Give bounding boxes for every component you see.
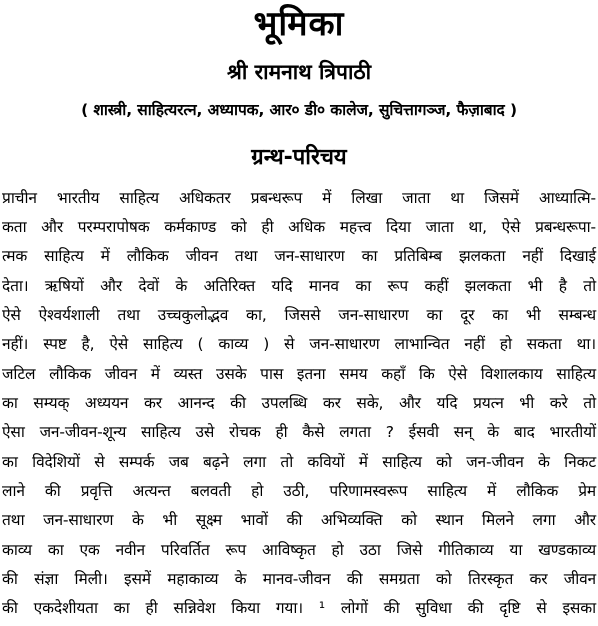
body-line: की संज्ञा मिली। इसमें महाकाव्य के मानव-जीवन की समग्रता को तिरस्कृत कर जीवन [2,570,596,588]
section-heading: ग्रन्थ-परिचय [251,145,347,170]
body-line: प्राचीन भारतीय साहित्य अधिकतर प्रबन्धरूप में लिखा जाता था जिसमें आध्यात्मि- [2,189,596,207]
page-title: भूमिका [253,4,345,44]
body-line: का सम्यक् अध्ययन कर आनन्द की उपलब्धि कर सके, और यदि प्रयत्न भी करे तो [2,394,596,412]
body-line: काव्य का एक नवीन परिवर्तित रूप आविष्कृत हो उठा जिसे गीतिकाव्य या खण्डकाव्य [2,541,596,559]
body-line: कता और परम्परापोषक कर्मकाण्ड को ही अधिक महत्त्व दिया जाता था, ऐसे प्रबन्धरूपा- [2,218,596,236]
author-name: श्री रामनाथ त्रिपाठी [226,60,372,84]
body-line: त्मक साहित्य में लौकिक जीवन तथा जन-साधारण का प्रतिबिम्ब झलकता नहीं दिखाई [2,247,596,265]
body-line: ऐसा जन-जीवन-शून्य साहित्य उसे रोचक ही कैसे लगता ? ईसवी सन् के बाद भारतीयों [2,423,596,441]
body-line: तथा जन-साधारण के भी सूक्ष्म भावों की अभिव्यक्ति को स्थान मिलने लगा और [2,511,596,529]
body-line: ऐसे ऐश्वर्यशाली तथा उच्चकुलोद्भव का, जिससे जन-साधारण का दूर का भी सम्बन्ध [2,306,596,324]
body-line: का विदेशियों से सम्पर्क जब बढ़ने लगा तो कवियों में साहित्य को जन-जीवन के निकट [2,453,596,471]
body-line: देता। ऋषियों और देवों के अतिरिक्त यदि मानव का रूप कहीं झलकता भी है तो [2,277,596,295]
body-line: नहीं। स्पष्ट है, ऐसे साहित्य ( काव्य ) से जन-साधारण लाभान्वित नहीं हो सकता था। [2,335,596,353]
body-line: जटिल लौकिक जीवन में व्यस्त उसके पास इतना समय कहाँ कि ऐसे विशालकाय साहित्य [2,365,596,383]
body-line: की एकदेशीयता का ही सन्निवेश किया गया। ¹ लोगों की सुविधा की दृष्टि से इसका [2,599,596,617]
author-affiliation: ( शास्त्री, साहित्यरत्न, अध्यापक, आर० डी० कालेज, सुचित्तागञ्ज, फैज़ाबाद ) [81,101,517,119]
body-line: लाने की प्रवृत्ति अत्यन्त बलवती हो उठी, परिणामस्वरूप साहित्य में लौकिक प्रेम [2,482,596,500]
